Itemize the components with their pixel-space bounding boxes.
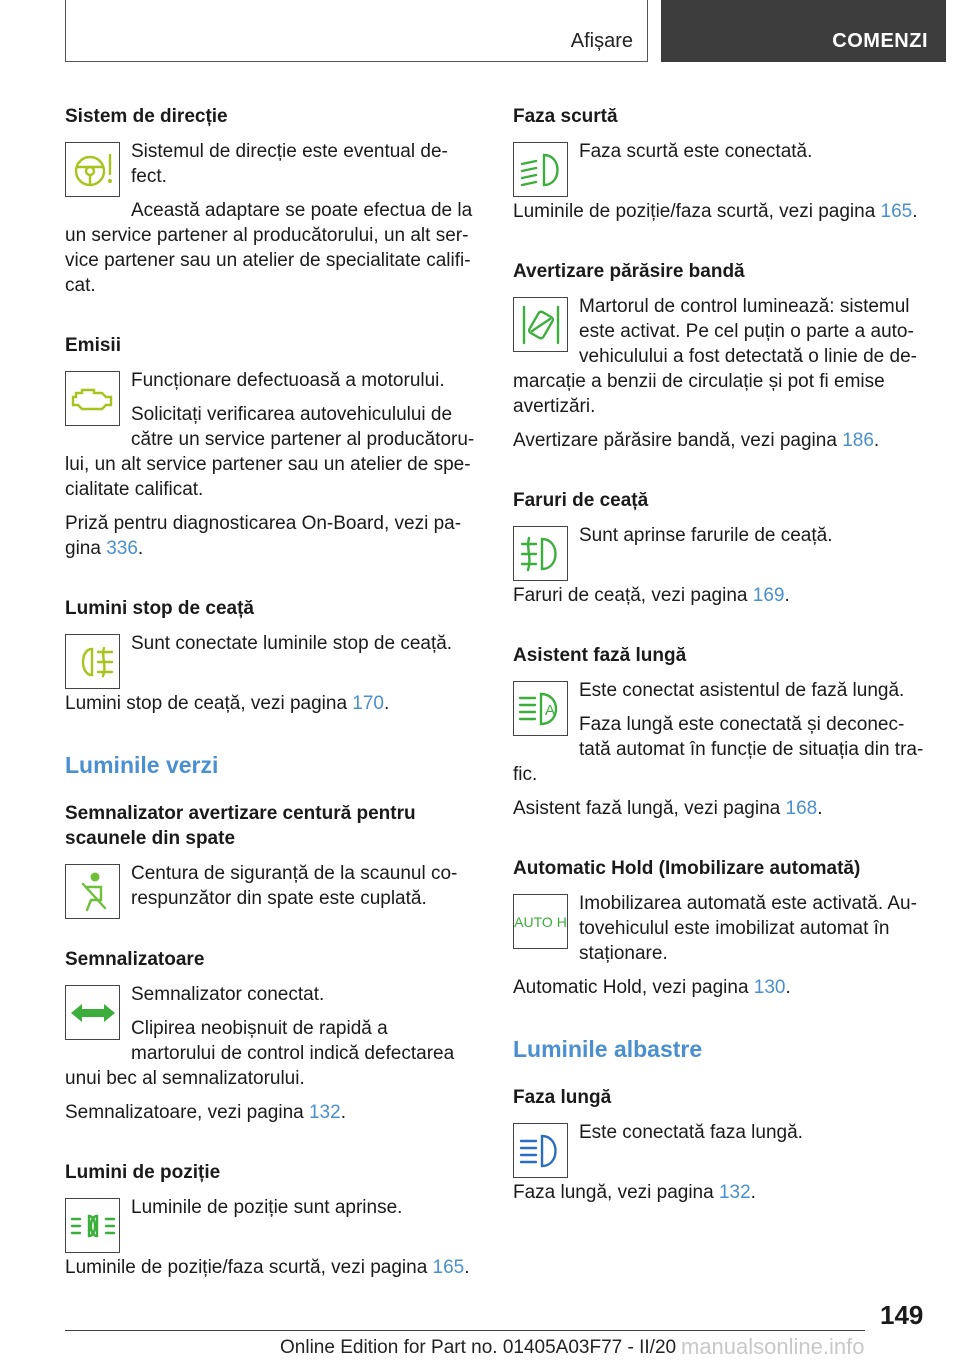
entry-reference bbox=[65, 1100, 477, 1125]
page-link[interactable]: 168 bbox=[785, 798, 818, 819]
entry-steering-warning bbox=[65, 104, 477, 307]
reference-text: Avertizare părăsire bandă, vezi pagina bbox=[513, 430, 843, 451]
entry-reference bbox=[65, 691, 477, 716]
entry-reference bbox=[513, 199, 925, 224]
seatbelt-icon bbox=[65, 864, 120, 919]
entry-heading: Avertizare părăsire bandă bbox=[513, 261, 745, 282]
section-title-blue: Luminile albastre bbox=[513, 1036, 703, 1062]
reference-text: Luminile de poziție/faza scurtă, vezi pagina bbox=[513, 201, 881, 222]
entry-text: Este conectată faza lungă. bbox=[579, 1122, 803, 1143]
entry-text: Funcționare defectuoasă a motorului. bbox=[131, 370, 445, 391]
reference-period: . bbox=[912, 201, 918, 222]
entry-heading: Lumini stop de ceață bbox=[65, 598, 254, 619]
reference-text: Luminile de poziție/faza scurtă, vezi pagina bbox=[65, 1257, 433, 1278]
reference-text: Faza lungă, vezi pagina bbox=[513, 1182, 719, 1203]
reference-period: . bbox=[464, 1257, 470, 1278]
svg-text:A: A bbox=[544, 701, 555, 719]
entry-reference bbox=[513, 796, 925, 821]
reference-period: . bbox=[384, 693, 390, 714]
entry-front-fog-light bbox=[513, 488, 925, 617]
engine-check-icon bbox=[65, 371, 120, 426]
turn-signal-icon bbox=[65, 985, 120, 1040]
section-title: Afișare bbox=[570, 30, 633, 52]
entry-text: Semnalizator conectat. bbox=[131, 984, 325, 1005]
page-number: 149 bbox=[880, 1300, 924, 1330]
page-link[interactable]: 165 bbox=[432, 1257, 465, 1278]
page-link[interactable]: 132 bbox=[308, 1102, 341, 1123]
header-section-box bbox=[65, 0, 648, 62]
entry-text: Sunt conectate luminile stop de ceață. bbox=[131, 633, 453, 654]
entry-reference bbox=[513, 428, 925, 453]
high-beam-assist-icon bbox=[513, 681, 568, 736]
entry-heading: Emisii bbox=[65, 335, 121, 356]
entry-engine-check bbox=[65, 333, 477, 570]
entry-turn-signal bbox=[65, 947, 477, 1134]
entry-text: Martorul de control luminează: sistemul este activat. Pe cel puțin o parte a autovehiculului a fost detectată o linie de demarcație a benzii de circulație și pot fi emise avertizări. bbox=[513, 296, 917, 417]
auto-hold-label: AUTO H bbox=[514, 913, 567, 930]
entry-heading: Faza lungă bbox=[513, 1087, 612, 1108]
entry-parking-light bbox=[65, 1160, 477, 1289]
lane-departure-icon bbox=[513, 297, 568, 352]
entry-heading: Automatic Hold (Imobilizare automată) bbox=[513, 858, 861, 879]
entry-text: Faza lungă este conectată și deconectată automat în funcție de situația din trafic. bbox=[513, 714, 924, 785]
rear-fog-light-icon bbox=[65, 634, 120, 689]
entry-text: Faza scurtă este conectată. bbox=[579, 141, 813, 162]
steering-warning-icon bbox=[65, 142, 120, 197]
entry-low-beam bbox=[513, 104, 925, 233]
entry-text: Imobilizarea automată este activată. Autovehiculul este imobilizat automat în staționare. bbox=[579, 893, 917, 964]
entry-text: Solicitați verificarea autovehiculului de către un service partener al producătorului, un alt service partener sau un atelier de specialitate calificat. bbox=[65, 404, 475, 500]
page-link[interactable]: 336 bbox=[106, 538, 138, 559]
entry-high-beam-assist bbox=[513, 643, 925, 830]
front-fog-light-icon bbox=[513, 526, 568, 581]
entry-heading: Asistent fază lungă bbox=[513, 645, 687, 666]
entry-heading: Semnalizator avertizare centură pentru scaunele din spate bbox=[65, 803, 416, 849]
entry-reference bbox=[65, 511, 477, 561]
entry-reference bbox=[65, 1255, 477, 1280]
footer-edition: Online Edition for Part no. 01405A03F77 - II/20 bbox=[280, 1337, 677, 1358]
reference-period: . bbox=[785, 977, 791, 998]
page-link[interactable]: 169 bbox=[752, 585, 785, 606]
page-link[interactable]: 170 bbox=[352, 693, 384, 714]
low-beam-icon bbox=[513, 142, 568, 197]
entry-text: Centura de siguranță de la scaunul corespunzător din spate este cuplată. bbox=[131, 863, 458, 909]
entry-lane-departure bbox=[513, 259, 925, 462]
auto-hold-icon bbox=[513, 894, 568, 949]
footer-watermark: manualsonline.info bbox=[681, 1334, 865, 1359]
entry-reference bbox=[513, 1180, 925, 1205]
entry-reference bbox=[513, 975, 925, 1000]
header-chapter-box bbox=[661, 0, 946, 62]
reference-text: Priză pentru diagnosticarea On-Board, vezi pagina bbox=[65, 513, 462, 559]
reference-text: Faruri de ceață, vezi pagina bbox=[513, 585, 753, 606]
reference-period: . bbox=[817, 798, 823, 819]
reference-period: . bbox=[784, 585, 790, 606]
chapter-title: COMENZI bbox=[832, 30, 928, 52]
entry-text: Sunt aprinse farurile de ceață. bbox=[579, 525, 833, 546]
reference-period: . bbox=[750, 1182, 756, 1203]
left-column bbox=[65, 104, 477, 1315]
reference-text: Lumini stop de ceață, vezi pagina bbox=[65, 693, 353, 714]
entry-rear-fog-light bbox=[65, 596, 477, 725]
page-link[interactable]: 132 bbox=[718, 1182, 751, 1203]
reference-text: Automatic Hold, vezi pagina bbox=[513, 977, 754, 998]
reference-period: . bbox=[340, 1102, 346, 1123]
entry-heading: Lumini de poziție bbox=[65, 1162, 221, 1183]
entry-auto-hold bbox=[513, 856, 925, 1009]
section-title-green: Luminile verzi bbox=[65, 752, 219, 778]
entry-high-beam bbox=[513, 1085, 925, 1214]
page-link[interactable]: 186 bbox=[842, 430, 874, 451]
entry-text: Luminile de poziție sunt aprinse. bbox=[131, 1197, 403, 1218]
reference-period: . bbox=[873, 430, 880, 451]
high-beam-icon bbox=[513, 1123, 568, 1178]
entry-heading: Faza scurtă bbox=[513, 106, 618, 127]
reference-text: Semnalizatoare, vezi pagina bbox=[65, 1102, 309, 1123]
entry-text: Clipirea neobișnuit de rapidă a martorului de control indică defectarea unui bec al semnalizatorului. bbox=[65, 1018, 455, 1089]
reference-text: Asistent fază lungă, vezi pagina bbox=[513, 798, 786, 819]
entry-seatbelt bbox=[65, 801, 477, 921]
entry-text: Această adaptare se poate efectua de la un service partener al producătorului, un alt service partener sau un atelier de specialitate calificat. bbox=[65, 200, 473, 296]
entry-heading: Faruri de ceață bbox=[513, 490, 649, 511]
footer-rule bbox=[65, 1330, 865, 1331]
right-column bbox=[513, 104, 925, 1240]
entry-heading: Semnalizatoare bbox=[65, 949, 205, 970]
page-link[interactable]: 130 bbox=[753, 977, 786, 998]
entry-text: Sistemul de direcție este eventual defect. bbox=[131, 141, 448, 187]
parking-light-icon bbox=[65, 1198, 120, 1253]
entry-reference bbox=[513, 583, 925, 608]
entry-heading: Sistem de direcție bbox=[65, 106, 228, 127]
page-link[interactable]: 165 bbox=[880, 201, 913, 222]
entry-text: Este conectat asistentul de fază lungă. bbox=[579, 680, 905, 701]
reference-period: . bbox=[137, 538, 144, 559]
